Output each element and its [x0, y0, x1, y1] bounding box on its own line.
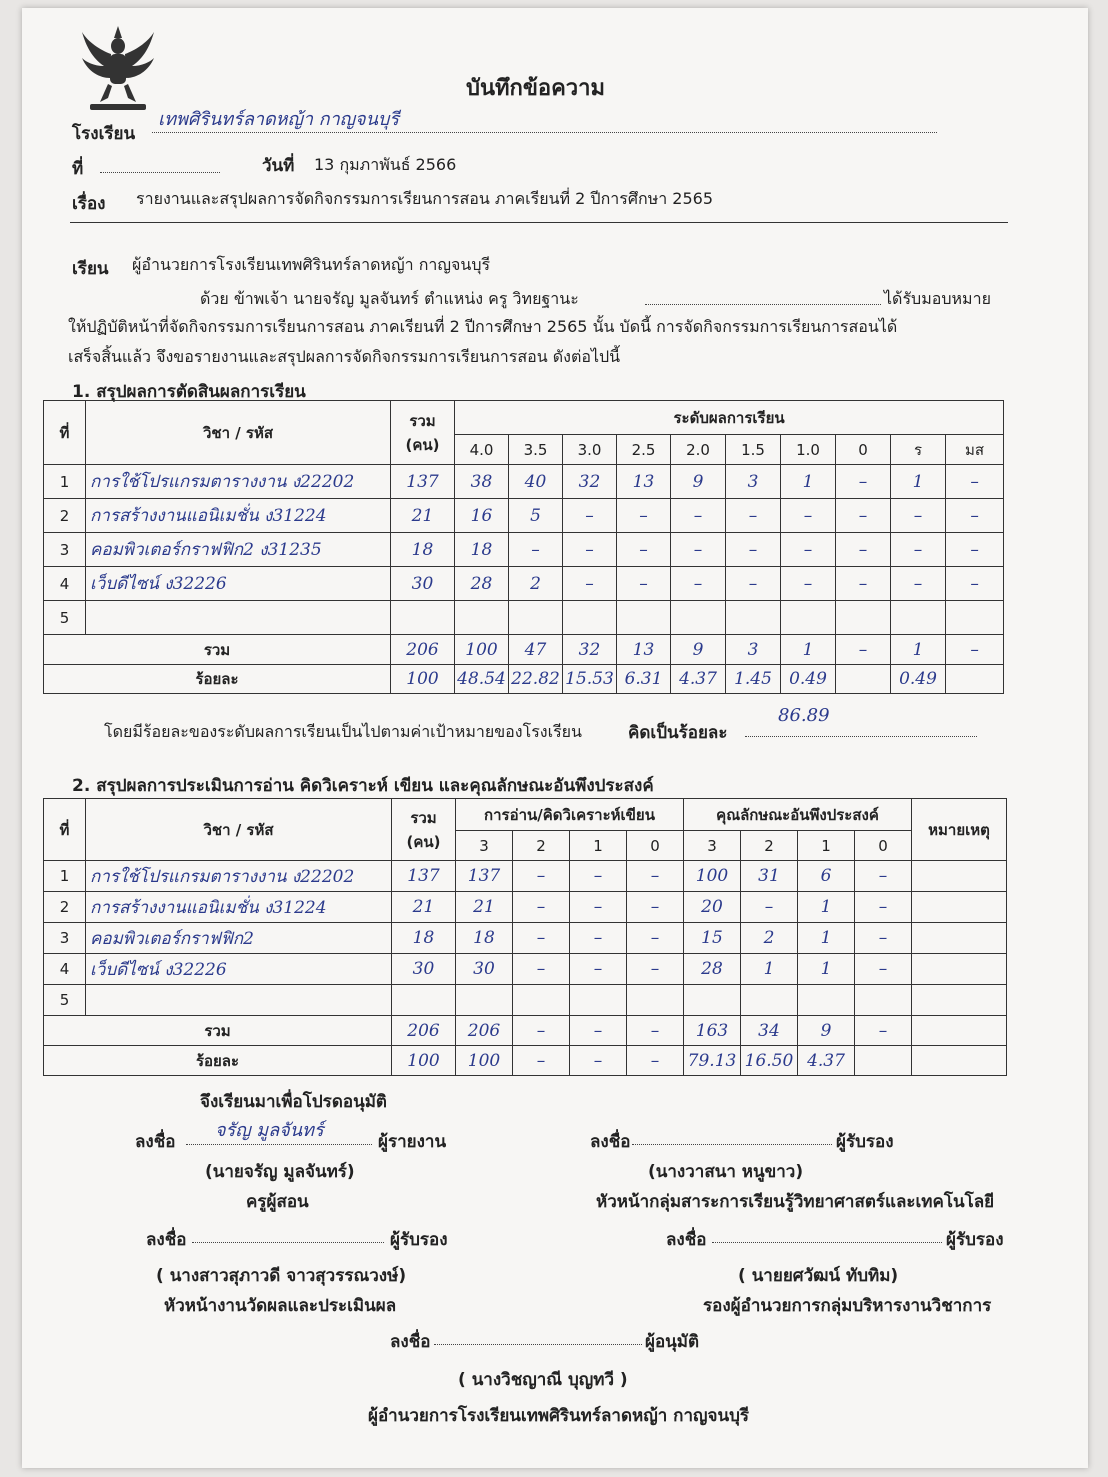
grade-cell: – [836, 567, 891, 601]
row-subject [86, 601, 391, 635]
pct-cell: 4.37 [671, 665, 726, 694]
row-total [392, 985, 456, 1016]
grade-cell: – [671, 533, 726, 567]
closing-text: จึงเรียนมาเพื่อโปรดอนุมัติ [200, 1092, 387, 1112]
certifier1-role: ผู้รับรอง [836, 1132, 894, 1152]
reading-header: การอ่าน/คิดวิเคราะห์เขียน [456, 799, 684, 831]
grade-cell [563, 601, 617, 635]
approver-name: ( นางวิชญาณี บุญทวี ) [458, 1370, 628, 1390]
row-total: 21 [392, 892, 456, 923]
remark-cell [912, 861, 1007, 892]
col-total-header [391, 401, 455, 465]
remark-cell [912, 923, 1007, 954]
characteristic-cell [741, 985, 798, 1016]
grade-cell: – [671, 567, 726, 601]
section2-heading: 2. สรุปผลการประเมินการอ่าน คิดวิเคราะห์ เขียน และคุณลักษณะอันพึงประสงค์ [72, 776, 654, 796]
grade-cell: 38 [455, 465, 509, 499]
certifier1-sign-line [632, 1130, 832, 1145]
reading-cell: – [570, 954, 627, 985]
pct-total: 100 [392, 1046, 456, 1076]
grade-cell: – [617, 499, 671, 533]
row-subject: คอมพิวเตอร์กราฟฟิก2 [86, 923, 392, 954]
to-label: เรียน [72, 259, 109, 279]
academic-rank-line [645, 290, 881, 305]
certifier2-sign-line [192, 1228, 384, 1243]
row-total: 30 [392, 954, 456, 985]
date-value: 13 กุมภาพันธ์ 2566 [314, 155, 457, 174]
approver-role: ผู้อนุมัติ [645, 1332, 700, 1352]
reading-cell: – [513, 892, 570, 923]
reading-cell: – [570, 923, 627, 954]
reading-level-header: 1 [570, 831, 627, 861]
target-value: 86.89 [778, 705, 830, 726]
row-number: 1 [44, 465, 86, 499]
sum-cell: 1 [781, 635, 836, 665]
target-bold: คิดเป็นร้อยละ [628, 723, 728, 743]
grade-cell: – [891, 533, 946, 567]
grade-cell [836, 601, 891, 635]
reading-level-header: 0 [627, 831, 684, 861]
characteristic-cell [798, 985, 855, 1016]
grade-cell: – [836, 499, 891, 533]
grade-cell: – [946, 465, 1004, 499]
grade-cell: – [726, 533, 781, 567]
sum-label: รวม [44, 635, 391, 665]
subject-value: รายงานและสรุปผลการจัดกิจกรรมการเรียนการสอน ภาคเรียนที่ 2 ปีการศึกษา 2565 [136, 189, 714, 208]
grade-cell: – [891, 567, 946, 601]
row-total: 137 [392, 861, 456, 892]
row-subject: การสร้างงานแอนิเมชั่น ง31224 [86, 892, 392, 923]
row-number: 4 [44, 567, 86, 601]
certifier1-name: (นางวาสนา หนูขาว) [648, 1162, 804, 1182]
pct-cell: 100 [456, 1046, 513, 1076]
reading-cell: – [513, 954, 570, 985]
grade-cell: 3 [726, 465, 781, 499]
reading-cell: – [627, 892, 684, 923]
subject-label: เรื่อง [72, 194, 106, 214]
pct-cell: 79.13 [684, 1046, 741, 1076]
certifier3-sign-line [712, 1228, 942, 1243]
row-subject [86, 985, 392, 1016]
certifier1-title: หัวหน้ากลุ่มสาระการเรียนรู้วิทยาศาสตร์และเทคโนโลยี [596, 1192, 995, 1212]
approver-title: ผู้อำนวยการโรงเรียนเทพศิรินทร์ลาดหญ้า กาญจนบุรี [368, 1406, 749, 1426]
reading-cell: – [627, 954, 684, 985]
col-subject-header: วิชา / รหัส [86, 401, 391, 465]
characteristic-cell: – [855, 923, 912, 954]
remark-header: หมายเหตุ [912, 799, 1007, 861]
certifier2-title: หัวหน้างานวัดผลและประเมินผล [164, 1296, 397, 1316]
sum-total: 206 [391, 635, 455, 665]
reading-cell: – [513, 861, 570, 892]
col-subject-header: วิชา / รหัส [86, 799, 392, 861]
level-header: 3.5 [509, 435, 563, 465]
grade-cell: – [946, 499, 1004, 533]
memo-title: บันทึกข้อความ [466, 76, 606, 101]
pct-cell: 15.53 [563, 665, 617, 694]
char-level-header: 0 [855, 831, 912, 861]
row-number: 2 [44, 499, 86, 533]
grade-cell [617, 601, 671, 635]
pct-cell: 22.82 [509, 665, 563, 694]
table-row [44, 567, 1004, 601]
char-level-header: 2 [741, 831, 798, 861]
remark-cell [912, 1046, 1007, 1076]
level-header: 1.0 [781, 435, 836, 465]
table-row [44, 601, 1004, 635]
pct-cell: 1.45 [726, 665, 781, 694]
characteristic-cell: 1 [798, 954, 855, 985]
row-total: 21 [391, 499, 455, 533]
row-subject: การใช้โปรแกรมตารางงาน ง22202 [86, 861, 392, 892]
sum-cell: 32 [563, 635, 617, 665]
row-number: 4 [44, 954, 86, 985]
grade-cell: – [781, 567, 836, 601]
pct-cell: 4.37 [798, 1046, 855, 1076]
grade-cell: 1 [781, 465, 836, 499]
grade-cell: – [509, 533, 563, 567]
characteristic-cell: 1 [798, 923, 855, 954]
grade-cell [671, 601, 726, 635]
reading-cell [570, 985, 627, 1016]
grade-cell [726, 601, 781, 635]
grade-cell: – [617, 533, 671, 567]
sum-cell: 34 [741, 1016, 798, 1046]
school-value: เทพศิรินทร์ลาดหญ้า กาญจนบุรี [158, 109, 399, 130]
intro-line-3: เสร็จสิ้นแล้ว จึงขอรายงานและสรุปผลการจัดกิจกรรมการเรียนการสอน ดังต่อไปนี้ [68, 347, 621, 366]
sum-cell: – [946, 635, 1004, 665]
grade-cell: – [726, 499, 781, 533]
grade-cell: – [671, 499, 726, 533]
row-subject: เว็บดีไซน์ ง32226 [86, 954, 392, 985]
sign-label: ลงชื่อ [666, 1230, 707, 1250]
reporter-role: ผู้รายงาน [378, 1132, 447, 1152]
col-no-header: ที่ [44, 799, 86, 861]
reading-cell: – [570, 892, 627, 923]
characteristic-cell: – [855, 954, 912, 985]
level-header: มส [946, 435, 1004, 465]
sum-label: รวม [44, 1016, 392, 1046]
pct-total: 100 [391, 665, 455, 694]
pct-cell: 48.54 [455, 665, 509, 694]
row-total: 18 [392, 923, 456, 954]
header-divider [70, 222, 1008, 223]
grade-cell: – [563, 567, 617, 601]
grade-cell [946, 601, 1004, 635]
reading-cell [456, 985, 513, 1016]
grade-cell [891, 601, 946, 635]
sum-cell: – [513, 1016, 570, 1046]
grade-cell: 2 [509, 567, 563, 601]
characteristics-header: คุณลักษณะอันพึงประสงค์ [684, 799, 912, 831]
characteristic-cell: 15 [684, 923, 741, 954]
pct-cell: – [513, 1046, 570, 1076]
intro-line-1: ด้วย ข้าพเจ้า นายจรัญ มูลจันทร์ ตำแหน่ง ครู วิทยฐานะ [200, 289, 579, 308]
reading-cell: – [627, 923, 684, 954]
sum-cell: 47 [509, 635, 563, 665]
sum-cell: – [627, 1016, 684, 1046]
assessment-summary-table [43, 798, 1007, 1076]
reading-cell: – [513, 923, 570, 954]
grade-cell: 9 [671, 465, 726, 499]
col-total-unit: (คน) [406, 832, 441, 851]
number-line [100, 158, 220, 173]
char-level-header: 1 [798, 831, 855, 861]
certifier3-title: รองผู้อำนวยการกลุ่มบริหารงานวิชาการ [703, 1296, 992, 1316]
grade-cell: 28 [455, 567, 509, 601]
levels-header: ระดับผลการเรียน [455, 401, 1004, 435]
grade-cell: – [563, 533, 617, 567]
level-header: 4.0 [455, 435, 509, 465]
pct-cell: 0.49 [891, 665, 946, 694]
pct-cell: 6.31 [617, 665, 671, 694]
row-number: 2 [44, 892, 86, 923]
level-header: 2.5 [617, 435, 671, 465]
characteristic-cell: 2 [741, 923, 798, 954]
pct-cell: 16.50 [741, 1046, 798, 1076]
grade-cell: 40 [509, 465, 563, 499]
school-label: โรงเรียน [72, 124, 136, 144]
table-row [44, 954, 1007, 985]
row-subject: เว็บดีไซน์ ง32226 [86, 567, 391, 601]
row-subject: การสร้างงานแอนิเมชั่น ง31224 [86, 499, 391, 533]
grade-cell: – [781, 499, 836, 533]
reading-cell: 137 [456, 861, 513, 892]
row-total: 18 [391, 533, 455, 567]
pct-cell [946, 665, 1004, 694]
intro-line-2: ให้ปฏิบัติหน้าที่จัดกิจกรรมการเรียนการสอน ภาคเรียนที่ 2 ปีการศึกษา 2565 นั้น บัดนี้ การจัดกิจกรรมการเรียนการสอนได้ [68, 317, 898, 336]
certifier3-name: ( นายยศวัฒน์ ทับทิม) [738, 1266, 899, 1286]
sum-cell: 9 [798, 1016, 855, 1046]
table-row [44, 499, 1004, 533]
reading-cell [627, 985, 684, 1016]
characteristic-cell: 31 [741, 861, 798, 892]
reading-cell [513, 985, 570, 1016]
grade-cell: – [781, 533, 836, 567]
pct-cell [836, 665, 891, 694]
pct-label: ร้อยละ [44, 1046, 392, 1076]
sign-label: ลงชื่อ [146, 1230, 187, 1250]
pct-label: ร้อยละ [44, 665, 391, 694]
grade-cell: – [946, 533, 1004, 567]
grade-cell: 1 [891, 465, 946, 499]
remark-cell [912, 954, 1007, 985]
col-total-label: รวม [410, 808, 437, 827]
to-value: ผู้อำนวยการโรงเรียนเทพศิรินทร์ลาดหญ้า กาญจนบุรี [132, 255, 491, 274]
char-level-header: 3 [684, 831, 741, 861]
intro-line-1-end: ได้รับมอบหมาย [884, 289, 991, 308]
number-label: ที่ [72, 159, 84, 179]
grade-cell: 13 [617, 465, 671, 499]
level-header: ร [891, 435, 946, 465]
sum-cell: 1 [891, 635, 946, 665]
sum-cell: 100 [455, 635, 509, 665]
sign-label: ลงชื่อ [390, 1332, 431, 1352]
grade-cell: – [946, 567, 1004, 601]
characteristic-cell: – [741, 892, 798, 923]
characteristic-cell [684, 985, 741, 1016]
grade-cell [455, 601, 509, 635]
sum-total: 206 [392, 1016, 456, 1046]
characteristic-cell: 1 [741, 954, 798, 985]
reporter-name: (นายจรัญ มูลจันทร์) [205, 1162, 355, 1182]
characteristic-cell [855, 985, 912, 1016]
row-number: 1 [44, 861, 86, 892]
characteristic-cell: – [855, 892, 912, 923]
reading-level-header: 3 [456, 831, 513, 861]
certifier2-name: ( นางสาวสุภาวดี จาวสุวรรณวงษ์) [156, 1266, 407, 1286]
col-total-unit: (คน) [405, 435, 440, 454]
row-subject: คอมพิวเตอร์กราฟฟิก2 ง31235 [86, 533, 391, 567]
reading-level-header: 2 [513, 831, 570, 861]
col-total-header [392, 799, 456, 861]
grade-cell: 32 [563, 465, 617, 499]
sum-cell: 163 [684, 1016, 741, 1046]
garuda-emblem-icon [80, 24, 156, 116]
grade-cell: – [726, 567, 781, 601]
row-number: 5 [44, 601, 86, 635]
date-label: วันที่ [262, 156, 295, 176]
table-row [44, 985, 1007, 1016]
grade-cell [509, 601, 563, 635]
pct-cell: – [627, 1046, 684, 1076]
characteristic-cell: – [855, 861, 912, 892]
grade-cell: – [836, 465, 891, 499]
level-header: 0 [836, 435, 891, 465]
reading-cell: 18 [456, 923, 513, 954]
grade-cell: – [836, 533, 891, 567]
sum-cell: 206 [456, 1016, 513, 1046]
table-row [44, 892, 1007, 923]
row-total [391, 601, 455, 635]
row-number: 3 [44, 923, 86, 954]
grade-cell: 18 [455, 533, 509, 567]
level-header: 1.5 [726, 435, 781, 465]
grade-cell: – [891, 499, 946, 533]
col-no-header: ที่ [44, 401, 86, 465]
sum-cell: – [836, 635, 891, 665]
row-subject: การใช้โปรแกรมตารางงาน ง22202 [86, 465, 391, 499]
sign-label: ลงชื่อ [590, 1132, 631, 1152]
sum-cell: 3 [726, 635, 781, 665]
table-row [44, 861, 1007, 892]
characteristic-cell: 100 [684, 861, 741, 892]
sum-cell: 9 [671, 635, 726, 665]
characteristic-cell: 28 [684, 954, 741, 985]
row-total: 30 [391, 567, 455, 601]
level-header: 3.0 [563, 435, 617, 465]
certifier2-role: ผู้รับรอง [390, 1230, 448, 1250]
sum-cell: – [570, 1016, 627, 1046]
remark-cell [912, 985, 1007, 1016]
grade-cell: – [563, 499, 617, 533]
sum-cell: 13 [617, 635, 671, 665]
characteristic-cell: 1 [798, 892, 855, 923]
reading-cell: – [570, 861, 627, 892]
grade-cell: – [617, 567, 671, 601]
reporter-title: ครูผู้สอน [246, 1192, 309, 1212]
pct-cell: – [570, 1046, 627, 1076]
sum-cell: – [855, 1016, 912, 1046]
target-text: โดยมีร้อยละของระดับผลการเรียนเป็นไปตามค่าเป้าหมายของโรงเรียน [104, 722, 582, 741]
row-number: 5 [44, 985, 86, 1016]
grade-summary-table [43, 400, 1004, 694]
certifier3-role: ผู้รับรอง [946, 1230, 1004, 1250]
table-row [44, 533, 1004, 567]
row-number: 3 [44, 533, 86, 567]
characteristic-cell: 6 [798, 861, 855, 892]
grade-cell: 5 [509, 499, 563, 533]
level-header: 2.0 [671, 435, 726, 465]
grade-cell: 16 [455, 499, 509, 533]
table-row [44, 465, 1004, 499]
reporter-signature: จรัญ มูลจันทร์ [215, 1120, 324, 1141]
pct-cell [855, 1046, 912, 1076]
reading-cell: – [627, 861, 684, 892]
reading-cell: 21 [456, 892, 513, 923]
table-row [44, 923, 1007, 954]
approver-sign-line [434, 1330, 642, 1345]
pct-cell: 0.49 [781, 665, 836, 694]
remark-cell [912, 892, 1007, 923]
reading-cell: 30 [456, 954, 513, 985]
remark-cell [912, 1016, 1007, 1046]
col-total-label: รวม [409, 411, 436, 430]
sign-label: ลงชื่อ [135, 1132, 176, 1152]
grade-cell [781, 601, 836, 635]
section1-heading: 1. สรุปผลการตัดสินผลการเรียน [72, 382, 306, 402]
row-total: 137 [391, 465, 455, 499]
characteristic-cell: 20 [684, 892, 741, 923]
